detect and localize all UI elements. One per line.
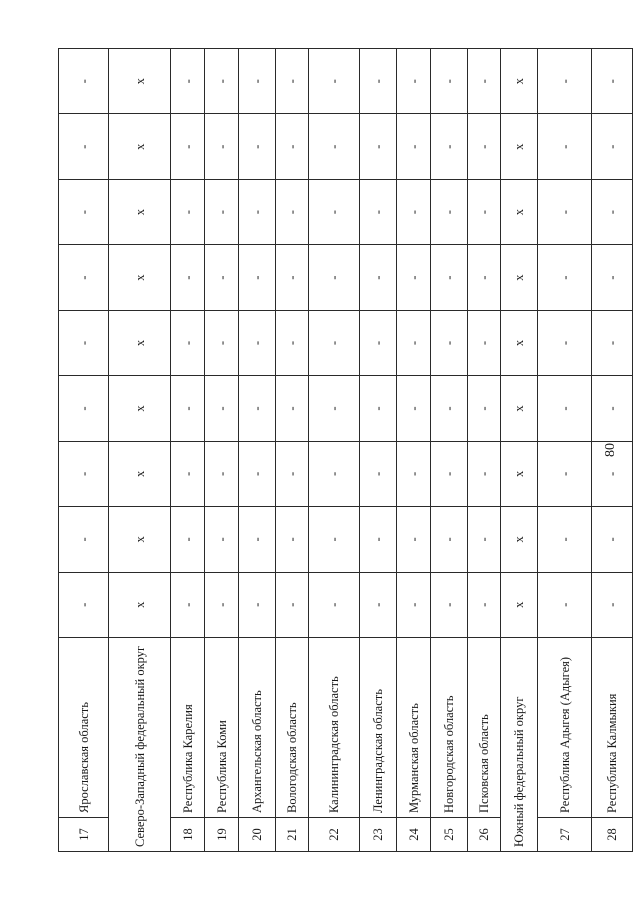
value-cell: -	[276, 572, 309, 637]
district-name-cell: Северо-Западный федеральный округ	[109, 638, 171, 852]
value-cell: -	[59, 310, 109, 375]
value-cell: х	[109, 507, 171, 572]
value-cell: -	[59, 376, 109, 441]
value-cell: -	[468, 49, 501, 115]
row-number-cell: 23	[360, 818, 397, 852]
value-cell: х	[501, 114, 538, 179]
value-cell: -	[468, 376, 501, 441]
row-number-cell: 22	[309, 818, 360, 852]
value-cell: -	[171, 245, 205, 310]
value-cell: -	[276, 376, 309, 441]
value-cell: х	[109, 114, 171, 179]
value-cell: х	[109, 572, 171, 637]
value-cell: -	[276, 49, 309, 115]
value-cell: -	[309, 441, 360, 506]
value-cell: х	[501, 376, 538, 441]
value-cell: -	[205, 441, 239, 506]
table-row	[205, 49, 239, 852]
value-cell: -	[309, 507, 360, 572]
value-cell: -	[171, 507, 205, 572]
value-cell: х	[501, 245, 538, 310]
value-cell: -	[538, 572, 592, 637]
value-cell: -	[538, 245, 592, 310]
value-cell: -	[309, 179, 360, 244]
value-cell: -	[468, 310, 501, 375]
value-cell: -	[431, 441, 468, 506]
value-cell: -	[59, 179, 109, 244]
value-cell: -	[171, 376, 205, 441]
value-cell: -	[239, 310, 276, 375]
table-row	[360, 49, 397, 852]
value-cell: -	[276, 310, 309, 375]
value-cell: -	[592, 572, 633, 637]
value-cell: -	[431, 572, 468, 637]
row-number-cell: 17	[59, 818, 109, 852]
value-cell: х	[109, 49, 171, 115]
value-cell: -	[431, 49, 468, 115]
value-cell: -	[205, 49, 239, 115]
value-cell: -	[171, 441, 205, 506]
value-cell: -	[360, 376, 397, 441]
value-cell: -	[592, 179, 633, 244]
table-row	[468, 49, 501, 852]
table-row	[276, 49, 309, 852]
value-cell: -	[239, 441, 276, 506]
row-number-cell: 26	[468, 818, 501, 852]
value-cell: -	[538, 507, 592, 572]
region-name-cell: Республика Коми	[205, 638, 239, 818]
region-name-cell: Архангельская область	[239, 638, 276, 818]
value-cell: -	[205, 310, 239, 375]
value-cell: -	[309, 310, 360, 375]
value-cell: -	[397, 572, 431, 637]
value-cell: -	[360, 49, 397, 115]
page-number: 80	[603, 443, 618, 457]
value-cell: х	[501, 310, 538, 375]
row-number-cell: 24	[397, 818, 431, 852]
value-cell: х	[109, 376, 171, 441]
table-row	[501, 49, 538, 852]
table-row	[309, 49, 360, 852]
value-cell: -	[397, 310, 431, 375]
value-cell: -	[276, 245, 309, 310]
value-cell: -	[592, 114, 633, 179]
region-name-cell: Республика Калмыкия	[592, 638, 633, 818]
value-cell: -	[239, 245, 276, 310]
value-cell: -	[171, 49, 205, 115]
value-cell: -	[171, 179, 205, 244]
value-cell: -	[171, 572, 205, 637]
value-cell: х	[109, 245, 171, 310]
value-cell: -	[59, 245, 109, 310]
value-cell: х	[109, 310, 171, 375]
value-cell: -	[397, 507, 431, 572]
value-cell: х	[501, 179, 538, 244]
row-number-cell: 20	[239, 818, 276, 852]
value-cell: -	[397, 179, 431, 244]
value-cell: х	[501, 507, 538, 572]
table-body	[59, 49, 633, 852]
value-cell: -	[397, 441, 431, 506]
region-name-cell: Новгородская область	[431, 638, 468, 818]
value-cell: -	[309, 245, 360, 310]
value-cell: -	[59, 441, 109, 506]
region-name-cell: Республика Адыгея (Адыгея)	[538, 638, 592, 818]
region-name-cell: Псковская область	[468, 638, 501, 818]
value-cell: -	[397, 49, 431, 115]
row-number-cell: 19	[205, 818, 239, 852]
value-cell: -	[205, 572, 239, 637]
data-table	[58, 48, 633, 852]
table-row	[239, 49, 276, 852]
value-cell: -	[59, 572, 109, 637]
value-cell: -	[538, 114, 592, 179]
value-cell: -	[538, 310, 592, 375]
row-number-cell: 27	[538, 818, 592, 852]
value-cell: -	[592, 441, 633, 506]
value-cell: -	[431, 179, 468, 244]
value-cell: -	[239, 114, 276, 179]
value-cell: -	[59, 507, 109, 572]
value-cell: -	[431, 114, 468, 179]
table-row	[592, 49, 633, 852]
table-row	[109, 49, 171, 852]
value-cell: -	[538, 441, 592, 506]
value-cell: -	[239, 179, 276, 244]
value-cell: -	[360, 179, 397, 244]
value-cell: -	[239, 49, 276, 115]
value-cell: х	[109, 179, 171, 244]
value-cell: -	[538, 376, 592, 441]
value-cell: -	[468, 179, 501, 244]
value-cell: -	[239, 572, 276, 637]
region-name-cell: Ленинградская область	[360, 638, 397, 818]
row-number-cell: 18	[171, 818, 205, 852]
value-cell: -	[592, 310, 633, 375]
value-cell: -	[309, 114, 360, 179]
value-cell: -	[205, 376, 239, 441]
value-cell: -	[205, 507, 239, 572]
row-number-cell: 21	[276, 818, 309, 852]
value-cell: -	[171, 114, 205, 179]
value-cell: -	[431, 507, 468, 572]
value-cell: х	[501, 49, 538, 115]
value-cell: -	[276, 114, 309, 179]
value-cell: -	[276, 441, 309, 506]
value-cell: -	[360, 507, 397, 572]
value-cell: -	[538, 179, 592, 244]
region-name-cell: Республика Карелия	[171, 638, 205, 818]
value-cell: -	[309, 49, 360, 115]
value-cell: -	[538, 49, 592, 115]
region-name-cell: Мурманская область	[397, 638, 431, 818]
region-name-cell: Калининградская область	[309, 638, 360, 818]
value-cell: -	[239, 376, 276, 441]
value-cell: -	[431, 376, 468, 441]
value-cell: -	[360, 441, 397, 506]
value-cell: -	[592, 376, 633, 441]
value-cell: -	[276, 507, 309, 572]
district-name-cell: Южный федеральный округ	[501, 638, 538, 852]
table-row	[538, 49, 592, 852]
value-cell: -	[171, 310, 205, 375]
value-cell: -	[468, 441, 501, 506]
value-cell: -	[397, 376, 431, 441]
value-cell: -	[360, 310, 397, 375]
row-number-cell: 25	[431, 818, 468, 852]
value-cell: -	[468, 114, 501, 179]
value-cell: -	[397, 245, 431, 310]
value-cell: -	[468, 245, 501, 310]
value-cell: х	[501, 441, 538, 506]
value-cell: -	[468, 572, 501, 637]
value-cell: -	[468, 507, 501, 572]
value-cell: х	[501, 572, 538, 637]
value-cell: -	[592, 49, 633, 115]
region-name-cell: Ярославская область	[59, 638, 109, 818]
value-cell: -	[397, 114, 431, 179]
value-cell: -	[360, 572, 397, 637]
value-cell: -	[59, 114, 109, 179]
value-cell: -	[309, 376, 360, 441]
value-cell: -	[360, 114, 397, 179]
table-row	[171, 49, 205, 852]
value-cell: -	[360, 245, 397, 310]
value-cell: -	[431, 245, 468, 310]
table-row	[431, 49, 468, 852]
value-cell: -	[205, 179, 239, 244]
value-cell: -	[592, 507, 633, 572]
value-cell: -	[309, 572, 360, 637]
table-row	[397, 49, 431, 852]
value-cell: -	[205, 245, 239, 310]
value-cell: -	[592, 245, 633, 310]
value-cell: -	[431, 310, 468, 375]
region-name-cell: Вологодская область	[276, 638, 309, 818]
table-row	[59, 49, 109, 852]
value-cell: х	[109, 441, 171, 506]
value-cell: -	[59, 49, 109, 115]
value-cell: -	[205, 114, 239, 179]
value-cell: -	[276, 179, 309, 244]
row-number-cell: 28	[592, 818, 633, 852]
value-cell: -	[239, 507, 276, 572]
